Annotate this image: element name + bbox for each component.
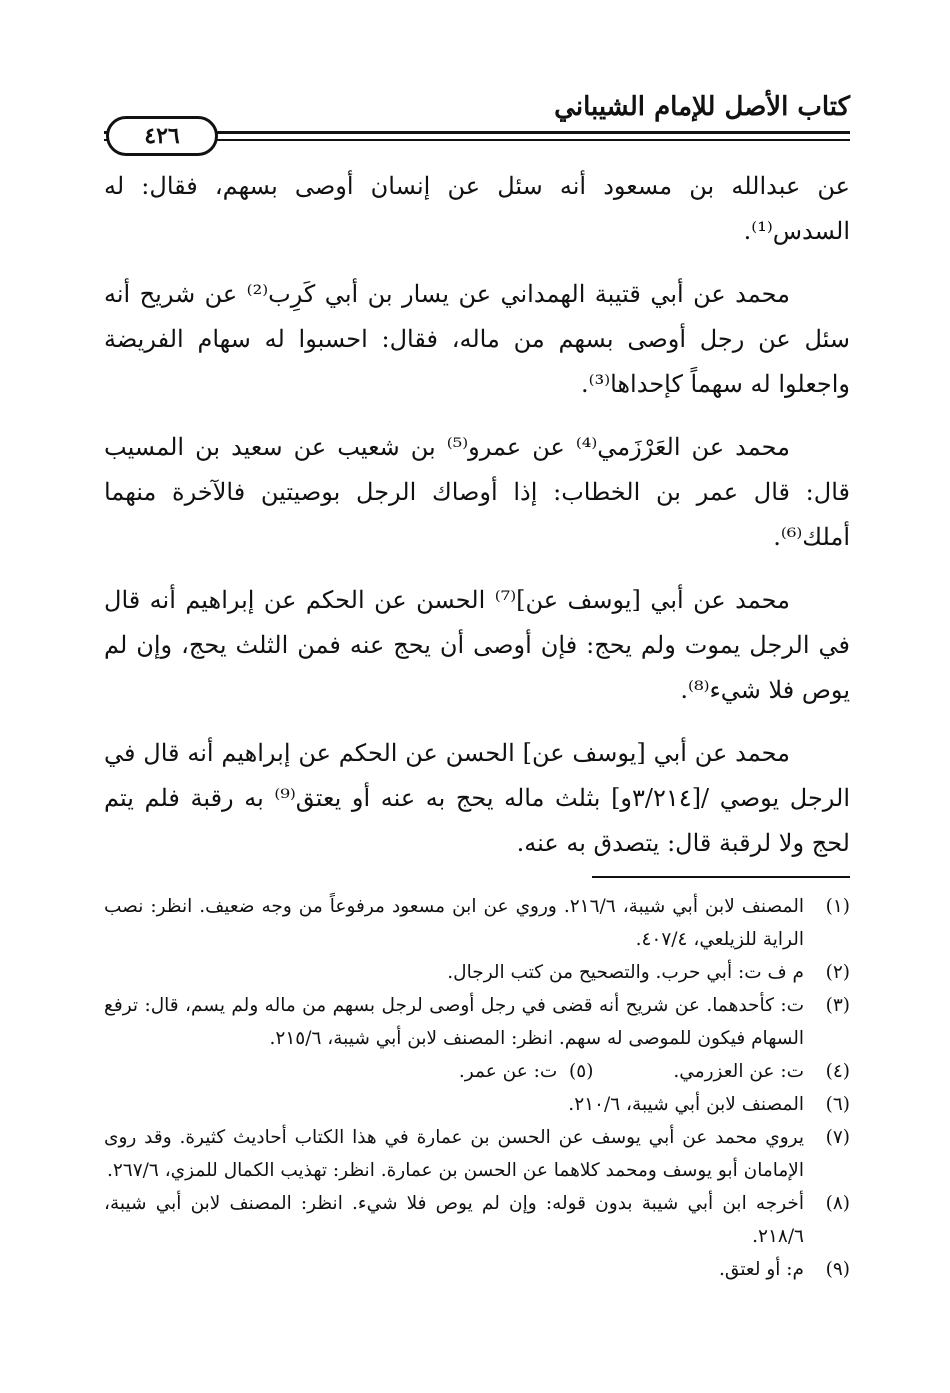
- footnote-item: [104, 1253, 850, 1286]
- footnote-number: (٥): [569, 1061, 594, 1082]
- footnote-item: [104, 1055, 850, 1088]
- paragraph: محمد عن العَرْزَمي⁽⁴⁾ عن عمرو⁽⁵⁾ بن شعيب عن سعيد بن المسيب قال: قال عمر بن الخطاب: إذا أوصاك الرجل بوصيتين فالآخرة منهما أملك⁽⁶⁾.: [104, 433, 850, 551]
- paragraph: عن عبدالله بن مسعود أنه سئل عن إنسان أوصى بسهم، فقال: له السدس⁽¹⁾.: [104, 172, 850, 245]
- paragraph: محمد عن أبي [يوسف عن]⁽⁷⁾ الحسن عن الحكم عن إبراهيم أنه قال في الرجل يموت ولم يحج: فإن أوصى أن يحج عنه فمن الثلث يحج، وإن لم يوص فلا شيء⁽⁸⁾.: [104, 586, 850, 704]
- footnote-item: [104, 890, 850, 956]
- footnote-number: (٤): [825, 1061, 850, 1082]
- footnote-item: [104, 1187, 850, 1253]
- footnote-text-part: ت: عن العزرمي.: [673, 1061, 804, 1082]
- footnote-number: (١): [825, 896, 850, 917]
- footnote-text: م: أو لعتق.: [719, 1259, 804, 1280]
- footnote-text: [104, 1055, 804, 1088]
- footnote-number: (٦): [825, 1094, 850, 1115]
- footnote-item: [104, 1088, 850, 1121]
- footnote-number: (٩): [825, 1259, 850, 1280]
- footnote-number: (٣): [825, 995, 850, 1016]
- footnote-text: م ف ت: أبي حرب. والتصحيح من كتب الرجال.: [447, 962, 804, 983]
- footnote-item: [104, 956, 850, 989]
- footnote-text: المصنف لابن أبي شيبة، ٢١٦/٦. وروي عن ابن مسعود مرفوعاً من وجه ضعيف. انظر: نصب الراية للزيلعي، ٤٠٧/٤.: [104, 896, 804, 950]
- footnote-text-part: ت: عن عمر.: [458, 1061, 558, 1082]
- footnote-text: ت: كأحدهما. عن شريح أنه قضى في رجل أوصى لرجل بسهم من ماله ولم يسم، قال: ترفع السهام فيكون للموصى له سهم. انظر: المصنف لابن أبي شيبة، ٢١٥/٦.: [104, 995, 804, 1049]
- footnote-text: المصنف لابن أبي شيبة، ٢١٠/٦.: [568, 1094, 804, 1115]
- running-header-title: كتاب الأصل للإمام الشيباني: [554, 92, 850, 122]
- footnote-separator: [592, 876, 850, 878]
- main-text: [104, 164, 850, 884]
- footnote-item: [104, 1121, 850, 1187]
- page-number-badge: ٤٢٦: [106, 116, 218, 156]
- paragraph: محمد عن أبي [يوسف عن] الحسن عن الحكم عن إبراهيم أنه قال في الرجل يوصي /[٣/٢١٤و] بثلث ماله يحج به عنه أو يعتق⁽⁹⁾ به رقبة فلم يتم لحج ولا لرقبة قال: يتصدق به عنه.: [104, 739, 851, 857]
- footnote-text: أخرجه ابن أبي شيبة بدون قوله: وإن لم يوص فلا شيء. انظر: المصنف لابن أبي شيبة، ٢١٨/٦.: [104, 1193, 804, 1247]
- footnote-number: (٨): [825, 1193, 850, 1214]
- footnote-number: (٢): [825, 962, 850, 983]
- footnote-text: يروي محمد عن أبي يوسف عن الحسن بن عمارة في هذا الكتاب أحاديث كثيرة. وقد روى الإمامان أبو يوسف ومحمد كلاهما عن الحسن بن عمارة. انظر: تهذيب الكمال للمزي، ٢٦٧/٦.: [104, 1127, 804, 1181]
- footnotes: [104, 890, 850, 1286]
- footnote-item: [104, 989, 850, 1055]
- footnote-number: (٧): [825, 1127, 850, 1148]
- paragraph: محمد عن أبي قتيبة الهمداني عن يسار بن أبي كَرِب⁽²⁾ عن شريح أنه سئل عن رجل أوصى بسهم من ماله، فقال: احسبوا له سهام الفريضة واجعلوا له سهماً كإحداها⁽³⁾.: [104, 280, 850, 398]
